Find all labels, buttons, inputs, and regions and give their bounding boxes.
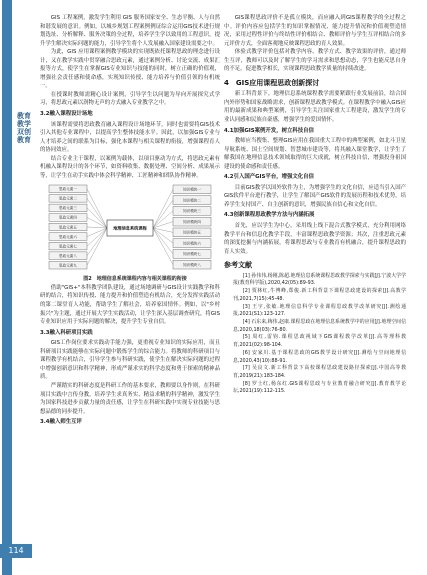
sidebar-band bbox=[2, 0, 12, 575]
connector-line bbox=[153, 211, 173, 228]
left-node-label: 思政元素九 bbox=[59, 263, 77, 268]
connector-line bbox=[87, 208, 107, 228]
right-node-label: 知识模块七 bbox=[183, 252, 201, 257]
left-node-label: 思政元素七 bbox=[59, 244, 77, 249]
reference-item: [7] 吴良文.新工科背景下高校课程思政建设路径探索[J].中国高等教育,2019(21):183-184. bbox=[233, 365, 406, 379]
paragraph: GIS 工程案例，激发学生利用 GIS 服务国家安全、生态平衡、人与自然和谐发展的意识。例如，以城乡规划工程案例例证综合运用GIS技术进行规划选址、分析解释、服务决策的全过程，培养学生学以致用的工程意识，提升学生解决实际问题的能力，引导学生将个人发展融入国家建设需要之中。 bbox=[40, 15, 220, 47]
reference-item: [8] 罗士红,杨东红.GIS课程思政与专业教育融合研究[J].教育教学论坛,2021(19):112-115. bbox=[233, 380, 406, 395]
figure-caption: 图2 地理信息系统课程内容与相关课程的衔接 bbox=[83, 276, 187, 283]
paragraph: 借助"GIS+"本科教学团队建设，通过场地调研与GIS设计实践教学和科研的结合，将知识传授、能力提升和价值塑造有机结合，充分发挥实践活动的第二课堂育人功能，帮助学生了解社会，培养家国情怀。例如，以"乡村振兴"为主题，通过开展大学生实践活动，让学生深入基层调查研究，将GIS专业知识应用于实际问题的解决，提升学生专业自信。 bbox=[40, 284, 220, 326]
reference-item: [4] 石东来,梅伟,赵康.课程思政在地理信息系统教学中的应用[J].地理空间信息,2020,18(03):76-80. bbox=[233, 318, 406, 333]
right-node-label: 知识模块四 bbox=[183, 220, 201, 225]
connector-line bbox=[87, 218, 107, 229]
left-node-label: 思政元素二 bbox=[59, 197, 77, 202]
left-node-label: 思政元素五 bbox=[59, 225, 77, 230]
connector-line bbox=[153, 228, 173, 265]
references-title: 参考文献 bbox=[224, 261, 252, 270]
connector-line bbox=[87, 189, 107, 228]
section-heading-4-2: 4.2引入国产GIS平台，增强文化自信 bbox=[224, 174, 314, 181]
paragraph: 体验式教学评价包括对教学内容、教学方式、教学效果的评价，通过师生互评，教师可以及时了解学生的学习需求和思想动态，学生也能反思自身的不足，促进教学相长，实现课程思政教学质量的持续改进。 bbox=[224, 49, 406, 73]
paragraph: 该课程需要将思政教育融入课程设计场地环节，同时也需要将GIS技术引入其他专业课程中，以提高学生整体技能水平。因此，以加强GIS专业与人才培养之间的联系为目标，强化本课程与相关课程的衔接，增强课程育人的协同效应。 bbox=[40, 121, 220, 154]
section-label-line-2: 双创教育 bbox=[17, 128, 31, 144]
paragraph: 在授课时教师需精心设计案例，引导学生以问题为导向开展探究式学习，将思政元素以润物无声的方式融入专业教学之中。 bbox=[40, 91, 220, 107]
paragraph: 结合专业主干课程，以案例为载体，以项目驱动为方式，将思政元素有机融入课程设计的各个环节，如资料收集、数据处理、空间分析、成果展示等，让学生在动手实践中体会科学精神、工匠精神和团队协作精神。 bbox=[40, 155, 220, 179]
right-node-label: 知识模块一 bbox=[183, 188, 201, 193]
paragraph: GIS课程思政评价不是孤立模块，而应融入到GIS课程教学的全过程之中。评价内容应包括学生的知识掌握情况、能力提升情况和价值观塑造情况，采用过程性评价与终结性评价相结合、教师评价与学生互评相结合的多元评价方式，全面客观地反映课程思政的育人效果。 bbox=[224, 15, 406, 47]
reference-item: [3] 王宇,张敏.地理信息科学专业课程思政教学改革研究[J].测绘通报,2021(S1):123-127. bbox=[233, 303, 406, 318]
section-label-line-1: 教育教学 bbox=[17, 112, 31, 128]
page-sidebar bbox=[0, 0, 36, 575]
section-heading-4-1: 4.1加强GIS案例开发，树立科技自信 bbox=[224, 127, 314, 134]
left-node-label: 思政元素八 bbox=[59, 254, 77, 259]
section-heading-3-3: 3.3融入科研项目实践 bbox=[40, 329, 93, 336]
right-node-label: 知识模块二 bbox=[183, 198, 201, 203]
figure-2-diagram bbox=[45, 183, 215, 273]
section-label bbox=[14, 112, 34, 144]
connector-line bbox=[153, 201, 173, 229]
page-number: 114 bbox=[0, 544, 32, 558]
reference-item: [1] 孙伟伟,杨刚,陈超.地理信息系统课程思政教学探索与实践[J].宁波大学学报(教育科学版),2020,42(05):89-93. bbox=[233, 272, 406, 287]
reference-item: [5] 周红,雷钧.课程思政视域下GIS课程教学改革[J].高等理科教育,2021(02):98-104. bbox=[233, 334, 406, 349]
section-heading-3-4: 3.4融入师生互评 bbox=[40, 419, 82, 426]
center-node-label: 地理信息系统课程 bbox=[113, 225, 147, 231]
reference-item: [6] 安家川.基于课程思政的GIS教学设计研究[J].测绘与空间地理信息,2020,43(10):88-91. bbox=[233, 349, 406, 364]
right-node-label: 知识模块八 bbox=[183, 263, 201, 268]
section-heading-3-2: 3.2融入课程设计场地 bbox=[40, 111, 93, 118]
connector-line bbox=[87, 227, 107, 228]
paragraph: 首先，应以学生为中心，采用线上线下混合式教学模式，充分利用网络教学平台和信息化教学手段，丰富课程思政教学资源；其次，注重思政元素的深度挖掘与内涵拓展，将课程思政与专业教育有机融合，提升课程思政的育人实效。 bbox=[224, 223, 406, 255]
reference-item: [2] 贾林红,牛博峰,郑俊.新工科背景下课程思政建设的探索[J].高教学刊,2021,7(15):45-48. bbox=[233, 288, 406, 302]
paragraph: 严谨踏实的科研态度是科研工作的基本要求，教师要以身作则，在科研项目实践中言传身教，培养学生求真务实、精益求精的科学精神，激发学生为国家科技进步贡献力量的责任感，让学生在科研实践中实现专业技能与思想品德的同步提升。 bbox=[40, 382, 220, 415]
right-node-label: 知识模块五 bbox=[183, 231, 201, 236]
left-node-label: 思政元素三 bbox=[59, 206, 77, 211]
left-node-label: 思政元素六 bbox=[59, 235, 77, 240]
left-node-label: 思政元素四 bbox=[59, 216, 77, 221]
paragraph: GIS工作岗位要求实践动手能力强，更重视专业知识的实际应用，而且科研项目实践能够在实际问题中锻炼学生的综合能力。将教师的科研项目与课程教学有机结合，引导学生参与科研实践，使学生在解决实际问题的过程中增强创新意识和科学精神，形成严谨求实的科学态度和勇于探索的精神品质。 bbox=[40, 340, 220, 381]
right-node-label: 知识模块三 bbox=[183, 209, 201, 214]
connector-line bbox=[87, 228, 107, 246]
connector-line bbox=[87, 199, 107, 229]
left-column bbox=[40, 14, 220, 429]
connector-line bbox=[153, 190, 173, 229]
paragraph: 教师应当搜集、整理GIS应用在我国重大工程中的典型案例，如北斗卫星导航系统、国土空间规划、智慧城市建设等，将其融入课堂教学，让学生了解我国在地理信息技术领域取得的巨大成就，树立科技自信，增强投身祖国建设的使命感和责任感。 bbox=[224, 138, 406, 170]
paragraph: 目前GIS教学以国外软件为主，为增强学生的文化自信，应适当引入国产GIS软件平台进行教学，让学生了解国产GIS软件的发展历程和技术优势，培养学生支持国产、自主创新的意识，增强民族自信心和文化自信。 bbox=[224, 184, 406, 208]
right-column bbox=[224, 14, 406, 396]
connector-line bbox=[87, 228, 107, 265]
section-heading-4-3: 4.3创新课程思政教学方法与内涵拓展 bbox=[224, 212, 315, 219]
paragraph: 新工科背景下，地理信息系统课程教学需要紧跟行业发展前沿，结合国内外形势和国家战略需求，创新课程思政教学模式。在课程教学中融入GIS应用的最新成果和典型案例，引导学生关注国家重大工程建设，激发学生的专业认同感和民族自豪感，增强学生的爱国情怀。 bbox=[224, 91, 406, 124]
figure-2 bbox=[45, 183, 215, 273]
paragraph: 为此，GIS 应用课程案例教学模块的实现既依托课程思政的理念进行设计，又在教学实践中贯穿融合思政元素，通过案例分析、讨论交流、成果汇报等方式，使学生在掌握GIS专业知识与技能的同时，树立正确的价值观，增强社会责任感和使命感，实现知识传授、能力培养与价值引领的有机统一。 bbox=[40, 49, 220, 90]
left-node-label: 思政元素一 bbox=[59, 187, 77, 192]
right-node-label: 知识模块六 bbox=[183, 241, 201, 246]
section-heading-4: 4 GIS应用课程思政创新探讨 bbox=[224, 78, 320, 87]
